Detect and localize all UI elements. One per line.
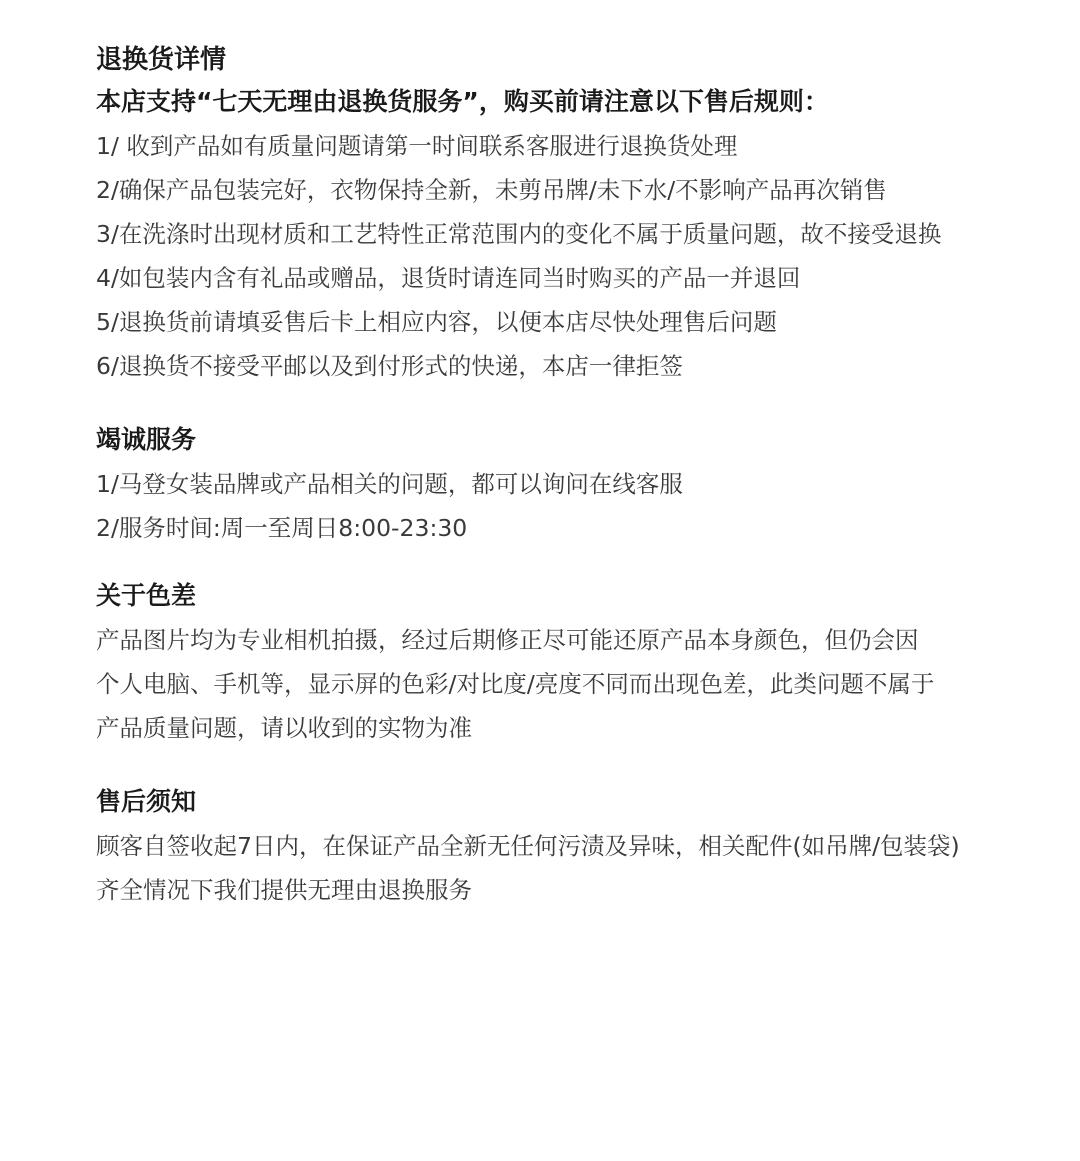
service-line-1: 1/马登女装品牌或产品相关的问题，都可以询问在线客服 [96, 470, 683, 498]
service-line-2: 2/服务时间:周一至周日8:00-23:30 [96, 514, 468, 542]
returns-rule-5: 5/退换货前请填妥售后卡上相应内容，以便本店尽快处理售后问题 [96, 308, 777, 336]
policy-page [96, 40, 1056, 912]
returns-rule-1: 1/ 收到产品如有质量问题请第一时间联系客服进行退换货处理 [96, 132, 738, 160]
returns-rule-6: 6/退换货不接受平邮以及到付形式的快递，本店一律拒签 [96, 352, 683, 380]
color-line-2: 个人电脑、手机等，显示屏的色彩/对比度/亮度不同而出现色差，此类问题不属于 [96, 670, 935, 698]
returns-rule-2: 2/确保产品包装完好，衣物保持全新，未剪吊牌/未下水/不影响产品再次销售 [96, 176, 887, 204]
service-title: 竭诚服务 [96, 425, 197, 454]
service-section [96, 418, 1056, 550]
returns-rule-4: 4/如包装内含有礼品或赠品，退货时请连同当时购买的产品一并退回 [96, 264, 801, 292]
aftersale-section [96, 780, 1056, 912]
color-title: 关于色差 [96, 581, 197, 610]
aftersale-line-2: 齐全情况下我们提供无理由退换服务 [96, 876, 472, 904]
color-section [96, 574, 1056, 750]
returns-rule-3: 3/在洗涤时出现材质和工艺特性正常范围内的变化不属于质量问题，故不接受退换 [96, 220, 942, 248]
aftersale-line-1: 顾客自签收起7日内，在保证产品全新无任何污渍及异味，相关配件(如吊牌/包装袋) [96, 832, 960, 860]
returns-title: 退换货详情 [96, 45, 227, 75]
returns-subtitle: 本店支持“七天无理由退换货服务”，购买前请注意以下售后规则： [96, 87, 829, 116]
aftersale-title: 售后须知 [96, 787, 197, 816]
returns-section [96, 40, 1056, 388]
color-line-1: 产品图片均为专业相机拍摄，经过后期修正尽可能还原产品本身颜色，但仍会因 [96, 626, 919, 654]
color-line-3: 产品质量问题，请以收到的实物为准 [96, 714, 472, 742]
